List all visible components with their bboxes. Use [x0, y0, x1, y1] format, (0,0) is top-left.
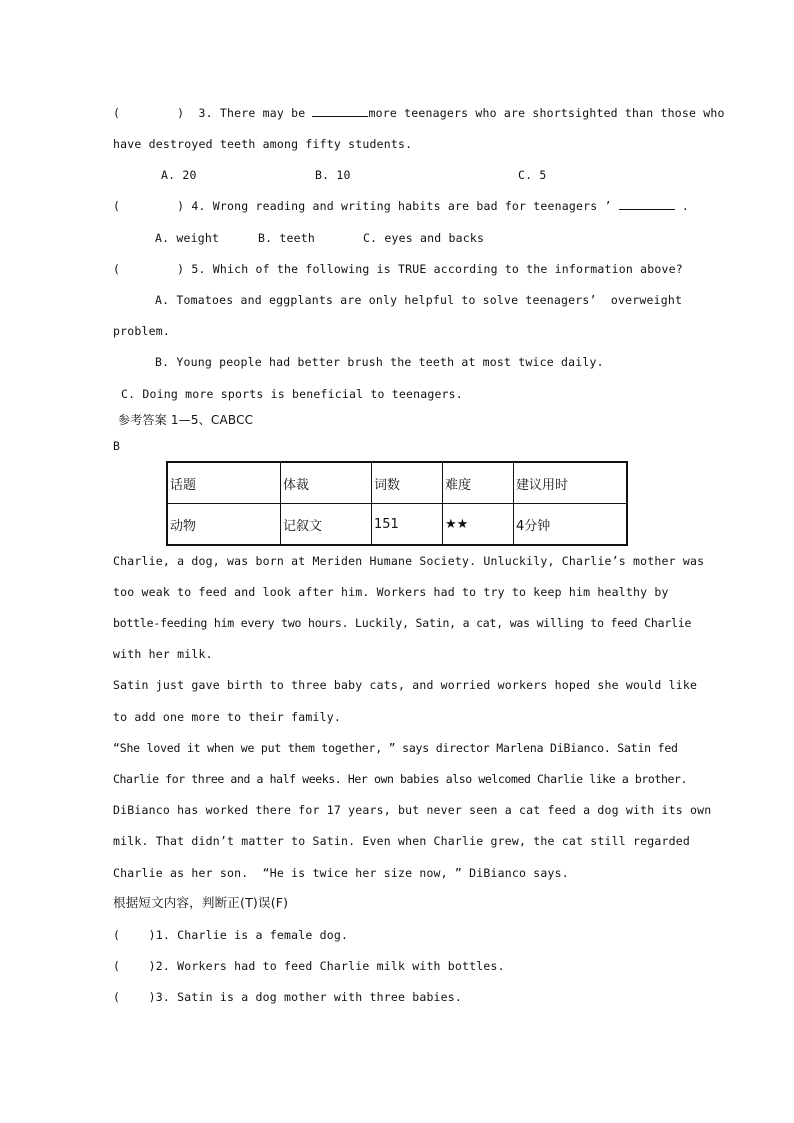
fill-blank[interactable]: [312, 105, 368, 117]
table-cell: 建议用时: [514, 462, 628, 504]
table-cell: 151: [372, 504, 443, 546]
table-header-row: [167, 462, 627, 504]
option-c: C. Doing more sports is beneficial to teenagers.: [121, 387, 463, 401]
passage-line: Charlie for three and a half weeks. Her own babies also welcomed Charlie like a brother.: [113, 772, 688, 786]
passage-line: milk. That didn’t matter to Satin. Even when Charlie grew, the cat still regarded: [113, 834, 691, 848]
passage-line: bottle-feeding him every two hours. Luckily, Satin, a cat, was willing to feed Charlie: [113, 616, 692, 630]
passage-line: Charlie as her son. “He is twice her size now, ” DiBianco says.: [113, 866, 569, 880]
answer-key: 参考答案 1—5、CABCC: [118, 413, 254, 427]
table-cell: 词数: [372, 462, 443, 504]
table-cell: 话题: [167, 462, 281, 504]
option-c: C. eyes and backs: [363, 231, 485, 245]
passage-info-table: [166, 461, 628, 546]
passage-line: Satin just gave birth to three baby cats, and worried workers hoped she would like: [113, 678, 698, 692]
option-a-line-2: problem.: [113, 324, 170, 338]
question-3-line-2: have destroyed teeth among fifty students.: [113, 137, 413, 151]
passage-line: too weak to feed and look after him. Workers had to try to keep him healthy by: [113, 585, 669, 599]
section-label: B: [113, 439, 121, 453]
table-cell: ★★: [443, 504, 514, 546]
option-a: A. Tomatoes and eggplants are only helpful to solve teenagers’ overweight: [155, 293, 683, 307]
table-row: [167, 504, 627, 546]
question-4: ( ) 4. Wrong reading and writing habits are bad for teenagers ’ .: [113, 199, 690, 213]
passage-line: Charlie, a dog, was born at Meriden Humane Society. Unluckily, Charlie’s mother was: [113, 554, 705, 568]
option-b: B. 10: [315, 168, 351, 182]
answer-paren[interactable]: ( ): [113, 199, 185, 213]
passage-line: to add one more to their family.: [113, 710, 341, 724]
question-5: ( ) 5. Which of the following is TRUE according to the information above?: [113, 262, 683, 276]
tf-question: ( )1. Charlie is a female dog.: [113, 928, 349, 942]
option-b: B. Young people had better brush the teeth at most twice daily.: [155, 355, 604, 369]
table-cell: 难度: [443, 462, 514, 504]
option-c: C. 5: [518, 168, 547, 182]
passage-line: with her milk.: [113, 647, 213, 661]
fill-blank[interactable]: [619, 198, 675, 210]
tf-question: ( )3. Satin is a dog mother with three babies.: [113, 990, 463, 1004]
table-cell: 动物: [167, 504, 281, 546]
table-cell: 记叙文: [281, 504, 372, 546]
table-cell: 体裁: [281, 462, 372, 504]
answer-paren[interactable]: ( ): [113, 262, 185, 276]
option-b: B. teeth: [258, 231, 315, 245]
option-a: A. weight: [155, 231, 220, 245]
tf-question: ( )2. Workers had to feed Charlie milk with bottles.: [113, 959, 505, 973]
tf-instruction: 根据短文内容，判断正(T)误(F): [113, 895, 289, 910]
option-a: A. 20: [161, 168, 197, 182]
passage-line: DiBianco has worked there for 17 years, but never seen a cat feed a dog with its own: [113, 803, 712, 817]
question-3: ( ) 3. There may be more teenagers who are shortsighted than those who: [113, 106, 725, 120]
passage-line: “She loved it when we put them together, ” says director Marlena DiBianco. Satin fed: [113, 741, 678, 755]
answer-paren[interactable]: ( ): [113, 106, 185, 120]
table-cell: 4分钟: [514, 504, 628, 546]
